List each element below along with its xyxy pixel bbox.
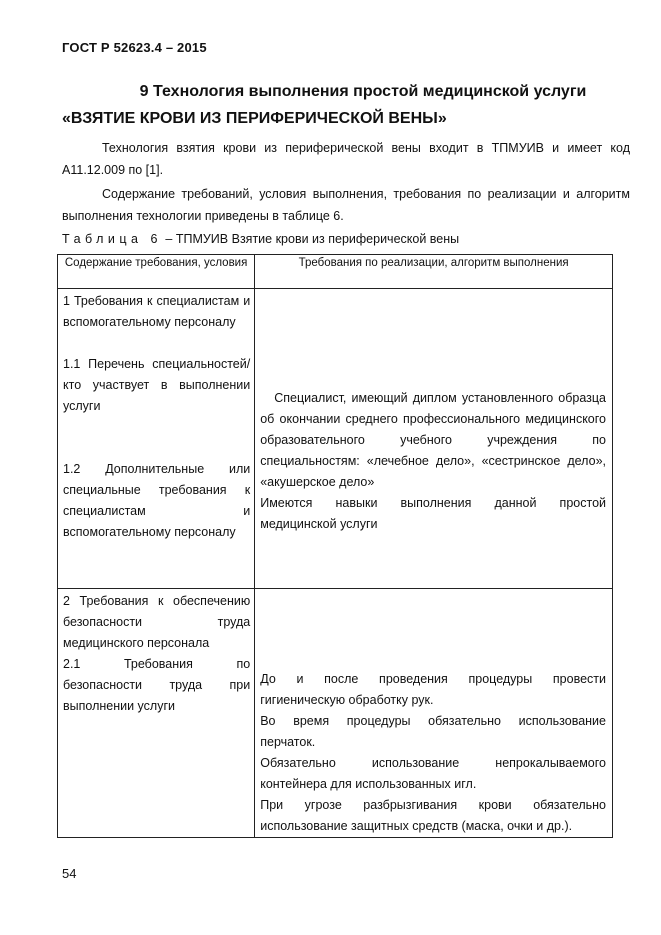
page-number: 54	[62, 866, 77, 881]
implementation-item: До и после проведения процедуры провести гигиеническую обработку рук.	[260, 672, 606, 707]
table-header-implementation: Требования по реализации, алгоритм выполнения	[255, 255, 613, 289]
table-row	[58, 289, 613, 589]
implementation-item: Имеются навыки выполнения данной простой медицинской услуги	[260, 496, 606, 531]
paragraph-text: Технология взятия крови из периферической вены входит в ТПМУИВ и имеет код А11.12.009 по [1].	[62, 141, 630, 177]
requirement-item: 2 Требования к обеспечению безопасности труда медицинского персонала	[63, 594, 251, 650]
requirement-item: 1.2 Дополнительные или специальные требования к специалистам и вспомогательному персоналу	[63, 462, 251, 539]
section-title	[62, 78, 634, 132]
implementation-item: Специалист, имеющий диплом установленного образца об окончании среднего профессионального медицинского образовательного учебного учреждения по специальностям: «лечебное дело», «сестринское дело», «акушерское дело»	[260, 391, 606, 489]
table-header-row	[58, 255, 613, 289]
table-cell-implementation	[255, 289, 613, 589]
table-cell-requirement	[58, 589, 255, 838]
requirements-table	[57, 254, 613, 838]
implementation-item: Во время процедуры обязательно использование перчаток.	[260, 714, 606, 749]
table-cell-requirement	[58, 289, 255, 589]
requirement-item: 1.1 Перечень специальностей/кто участвует в выполнении услуги	[63, 357, 251, 413]
paragraph-technology-code	[62, 137, 630, 181]
table-row	[58, 589, 613, 838]
requirement-item: 2.1 Требования по безопасности труда при выполнении услуги	[63, 657, 251, 713]
document-code: ГОСТ Р 52623.4 – 2015	[62, 40, 207, 55]
paragraph-table-reference	[62, 183, 630, 227]
implementation-item: Обязательно использование непрокалываемого контейнера для использованных игл.	[260, 756, 606, 791]
requirement-item: 1 Требования к специалистам и вспомогательному персоналу	[63, 294, 251, 329]
table-caption-label: Таблица 6	[62, 232, 162, 246]
paragraph-text: Содержание требований, условия выполнения, требования по реализации и алгоритм выполнения технологии приведены в таблице 6.	[62, 187, 630, 223]
table-header-requirement: Содержание требования, условия	[58, 255, 255, 289]
table-cell-implementation	[255, 589, 613, 838]
section-title-line-2: «ВЗЯТИЕ КРОВИ ИЗ ПЕРИФЕРИЧЕСКОЙ ВЕНЫ»	[62, 110, 447, 127]
table-caption	[62, 232, 459, 246]
table-caption-text: – ТПМУИВ Взятие крови из периферической вены	[161, 232, 460, 246]
section-title-line-1: 9 Технология выполнения простой медицинской услуги	[139, 83, 587, 100]
implementation-item: При угрозе разбрызгивания крови обязательно использование защитных средств (маска, очки и др.).	[260, 798, 606, 833]
